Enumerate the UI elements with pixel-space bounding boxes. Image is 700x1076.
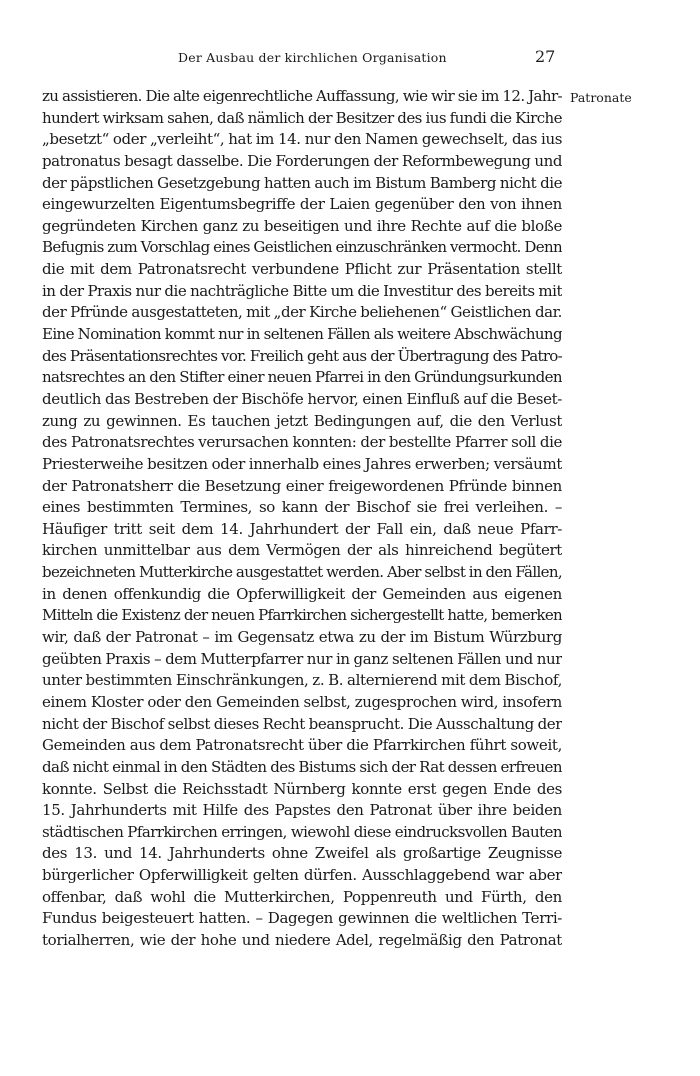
body-line: der Pfründe ausgestatteten, mit „der Kirche beliehenen“ Geistlichen dar. (42, 303, 562, 322)
body-line: hundert wirksam sahen, daß nämlich der Besitzer des ius fundi die Kirche (42, 108, 562, 127)
running-head (0, 47, 700, 70)
body-line: nicht der Bischof selbst dieses Recht beansprucht. Die Ausschaltung der (42, 714, 562, 733)
body-text (42, 86, 562, 952)
body-line: der Patronatsherr die Besetzung einer freigewordenen Pfründe binnen (42, 476, 562, 495)
body-line: zung zu gewinnen. Es tauchen jetzt Bedingungen auf, die den Verlust (42, 411, 562, 430)
body-line: Mitteln die Existenz der neuen Pfarrkirchen sichergestellt hatte, bemerken (42, 606, 562, 625)
body-line: Befugnis zum Vorschlag eines Geistlichen einzuschränken vermocht. Denn (42, 238, 562, 257)
body-line: gegründeten Kirchen ganz zu beseitigen und ihre Rechte auf die bloße (42, 216, 562, 235)
body-line: des Patronatsrechtes verursachen konnten: der bestellte Pfarrer soll die (42, 433, 562, 452)
body-line: zu assistieren. Die alte eigenrechtliche Auffassung, wie wir sie im 12. Jahr- (42, 87, 562, 105)
body-line: des 13. und 14. Jahrhunderts ohne Zweifel als großartige Zeugnisse (42, 844, 562, 863)
body-line: eingewurzelten Eigentumsbegriffe der Laien gegenüber den von ihnen (42, 195, 562, 214)
body-line: Eine Nomination kommt nur in seltenen Fällen als weitere Abschwächung (42, 325, 562, 344)
body-line: unter bestimmten Einschränkungen, z. B. alternierend mit dem Bischof, (42, 671, 562, 690)
body-line: Gemeinden aus dem Patronatsrecht über die Pfarrkirchen führt soweit, (42, 736, 562, 755)
body-line: in der Praxis nur die nachträgliche Bitte um die Investitur des bereits mit (42, 281, 562, 300)
body-line: die mit dem Patronatsrecht verbundene Pflicht zur Präsentation stellt (42, 260, 562, 279)
body-line: deutlich das Bestreben der Bischöfe hervor, einen Einfluß auf die Beset- (42, 389, 562, 408)
body-line: eines bestimmten Termines, so kann der Bischof sie frei verleihen. – (42, 498, 562, 517)
body-line: offenbar, daß wohl die Mutterkirchen, Poppenreuth und Fürth, den (42, 887, 562, 906)
body-line: in denen offenkundig die Opferwilligkeit der Gemeinden aus eigenen (42, 584, 562, 603)
body-line: konnte. Selbst die Reichsstadt Nürnberg konnte erst gegen Ende des (42, 779, 562, 798)
body-line: kirchen unmittelbar aus dem Vermögen der als hinreichend begütert (42, 541, 562, 560)
body-line: patronatus besagt dasselbe. Die Forderungen der Reformbewegung und (42, 151, 562, 170)
body-line: natsrechtes an den Stifter einer neuen Pfarrei in den Gründungsurkunden (42, 368, 562, 387)
body-line: Häufiger tritt seit dem 14. Jahrhundert der Fall ein, daß neue Pfarr- (42, 519, 562, 538)
body-line: 15. Jahrhunderts mit Hilfe des Papstes den Patronat über ihre beiden (42, 801, 562, 820)
body-line: geübten Praxis – dem Mutterpfarrer nur in ganz seltenen Fällen und nur (42, 649, 562, 668)
body-line: „besetzt“ oder „verleiht“, hat im 14. nur den Namen gewechselt, das ius (42, 130, 562, 149)
body-line: der päpstlichen Gesetzgebung hatten auch im Bistum Bamberg nicht die (42, 173, 562, 192)
body-line: städtischen Pfarrkirchen erringen, wiewohl diese eindrucksvollen Bauten (42, 822, 562, 841)
body-line: wir, daß der Patronat – im Gegensatz etwa zu der im Bistum Würzburg (42, 628, 562, 647)
body-line: bezeichneten Mutterkirche ausgestattet werden. Aber selbst in den Fällen, (42, 563, 562, 582)
body-line: daß nicht einmal in den Städten des Bistums sich der Rat dessen erfreuen (42, 757, 562, 776)
body-line: bürgerlicher Opferwilligkeit gelten dürfen. Ausschlaggebend war aber (42, 866, 562, 885)
body-line: einem Kloster oder den Gemeinden selbst, zugesprochen wird, insofern (42, 692, 562, 711)
margin-note: Patronate (570, 90, 632, 105)
body-line: Fundus beigesteuert hatten. – Dagegen gewinnen die weltlichen Terri- (42, 909, 562, 928)
running-title: Der Ausbau der kirchlichen Organisation (178, 50, 447, 65)
body-line: Priesterweihe besitzen oder innerhalb eines Jahres erwerben; versäumt (42, 454, 562, 473)
page-number: 27 (535, 47, 556, 66)
body-line: torialherren, wie der hohe und niedere Adel, regelmäßig den Patronat (42, 930, 562, 949)
body-line: des Präsentationsrechtes vor. Freilich geht aus der Übertragung des Patro- (42, 346, 562, 365)
